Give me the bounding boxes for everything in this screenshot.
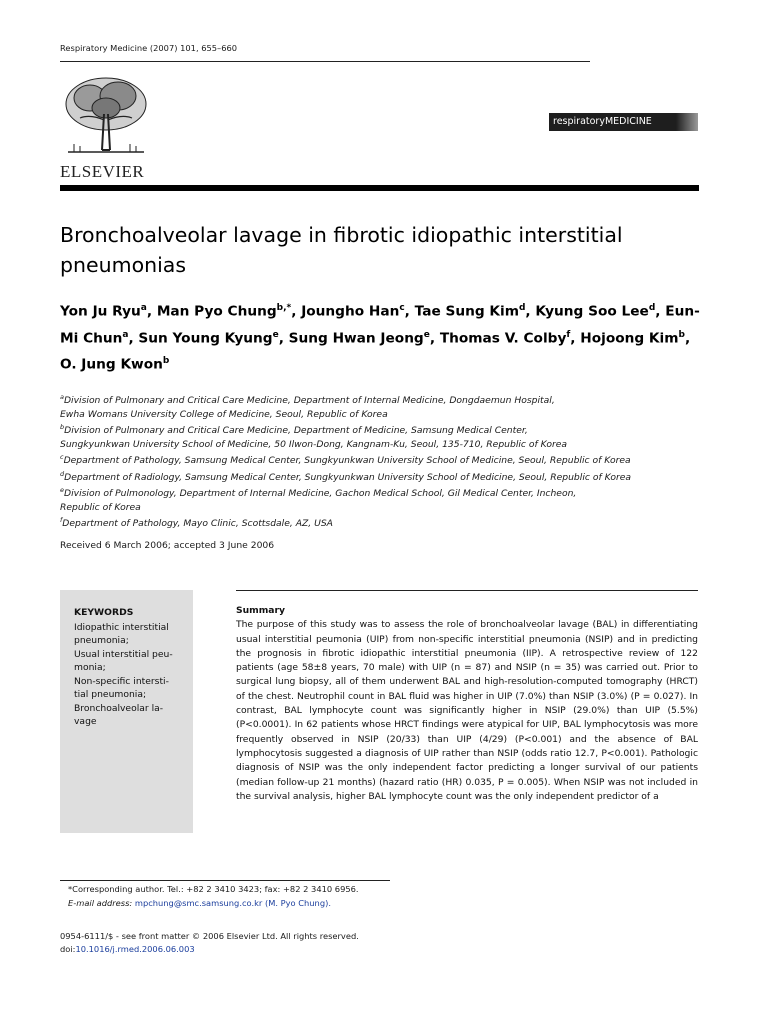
journal-badge	[549, 113, 698, 131]
author-affiliation-mark: d	[648, 303, 656, 313]
masthead-rule	[60, 185, 699, 191]
author-name: Kyung Soo Lee	[535, 303, 649, 320]
affiliation-key: c	[60, 453, 64, 462]
author-list: Yon Ju Ryu$^a$, Man Pyo Chung$^{b,*}$, Joungho Han$^c$, Tae Sung Kim$^d$, Kyung Soo Lee$^d$, Eun-Mi Chun$^a$, Sun Young Kyung$^e$, Sung Hwan Jeong$^e$, Thomas V. Colby$^f$, Hojoong Kim$^b$, O. Jung Kwon$^b$	[60, 303, 700, 373]
article-title: Bronchoalveolar lavage in fibrotic idiopathic interstitial pneumonias	[60, 223, 623, 277]
affiliation-line: Republic of Korea	[60, 501, 141, 513]
doi-link[interactable]: 10.1016/j.rmed.2006.06.003	[75, 944, 195, 954]
summary-section	[236, 604, 698, 804]
summary-heading: Summary	[236, 605, 286, 616]
author-name: Yon Ju Ryu	[60, 303, 141, 320]
affiliation-line: $^c$Department of Pathology, Samsung Medical Center, Sungkyunkwan University School of Medicine, Seoul, Republic of Korea	[60, 453, 631, 467]
journal-badge-text: respiratoryMEDICINE	[553, 116, 652, 127]
email-name: (M. Pyo Chung).	[264, 897, 331, 908]
header-rule	[60, 61, 590, 62]
keywords-box	[60, 590, 193, 833]
affiliations	[60, 391, 720, 531]
affiliation-line: Ewha Womans University College of Medicine, Seoul, Republic of Korea	[60, 408, 388, 420]
author-affiliation-mark: b	[162, 356, 170, 367]
author-affiliation-mark: b	[678, 329, 685, 340]
footnote-rule	[60, 880, 390, 881]
affiliation-line: $^e$Division of Pulmonology, Department of Internal Medicine, Gachon Medical School, Gil Medical Center, Incheon,	[60, 486, 577, 500]
publisher-name: ELSEVIER	[60, 162, 145, 181]
keyword-line: monia;	[74, 662, 106, 673]
affiliation-line: Sungkyunkwan University School of Medicine, 50 Ilwon-Dong, Kangnam-Ku, Seoul, 135-710, Republic of Korea	[60, 438, 568, 450]
corresponding-footnote	[68, 883, 359, 910]
author-name: Sung Hwan Jeong	[288, 330, 424, 347]
keyword-line: Bronchoalveolar la-	[74, 702, 164, 714]
email-line	[68, 897, 359, 911]
affiliation-line: $^b$Division of Pulmonary and Critical Care Medicine, Department of Medicine, Samsung Medical Center,	[60, 423, 528, 437]
summary-rule	[236, 590, 698, 591]
affiliation-key: e	[60, 486, 64, 495]
keywords-list	[74, 621, 193, 729]
email-label: E-mail address:	[68, 897, 133, 908]
author-affiliation-mark: c	[399, 303, 405, 313]
author-name: Hojoong Kim	[580, 330, 679, 347]
elsevier-tree-icon	[60, 74, 152, 158]
summary-text: The purpose of this study was to assess the role of bronchoalveolar lavage (BAL) in differentiating usual interstitial peumonia (UIP) from non-specific interstitial pneumonia (NSIP) and in predicting the prognosis in fibrotic idiopathic interstitial pneumonia (IIP). A retrospective review of 122 patients (age 58±8 years, 70 male) with UIP (n = 87) and NSIP (n = 35) was carried out. Prior to surgical lung biopsy, all of them underwent BAL and high-resolution-computed tomography (HRCT) of the chest. Neutrophil count in BAL fluid was higher in UIP (7.0%) than NSIP (3.0%) (P = 0.027). In contrast, BAL lymphocyte count was significantly higher in NSIP (29.0%) than UIP (5.5%) (P<0.0001). In 62 patients whose HRCT findings were atypical for UIP, BAL lymphocytosis was more frequently observed in NSIP (20/33) than UIP (4/29) (P<0.001) and the absence of BAL lymphocytosis suggested a diagnosis of UIP rather than NSIP (odds ratio 12.7, P<0.001). Pathologic diagnosis of NSIP was the only independent factor predicting a longer survival of our patients (median follow-up 21 months) (hazard ratio (HR) 0.035, P = 0.005). When NSIP was not included in the survival analysis, higher BAL lymphocyte count was the only independent predictor of a	[236, 619, 698, 802]
keywords-heading: KEYWORDS	[74, 607, 134, 618]
author-affiliation-mark: f	[566, 329, 571, 340]
author-affiliation-mark: e	[423, 329, 430, 340]
keyword-line: Idiopathic interstitial	[74, 621, 169, 633]
received-dates: Received 6 March 2006; accepted 3 June 2006	[60, 540, 275, 551]
doi-label: doi:	[60, 944, 76, 954]
keyword-line: vage	[74, 716, 97, 727]
author-name: Sun Young Kyung	[138, 330, 273, 347]
keyword-line: pneumonia;	[74, 635, 129, 646]
keyword-line: Usual interstitial peu-	[74, 648, 173, 660]
affiliation-line: $^a$Division of Pulmonary and Critical Care Medicine, Department of Internal Medicine, Dongdaemun Hospital,	[60, 393, 555, 407]
author-name: Man Pyo Chung	[156, 303, 277, 320]
author-name: Thomas V. Colby	[439, 330, 567, 347]
keyword-line: tial pneumonia;	[74, 689, 147, 700]
author-affiliation-mark: b,*	[276, 303, 292, 313]
keyword-line: Non-specific intersti-	[74, 675, 169, 687]
author-affiliation-mark: a	[122, 329, 129, 340]
affiliation-line: $^f$Department of Pathology, Mayo Clinic, Scottsdale, AZ, USA	[60, 516, 333, 530]
doi-line	[60, 943, 359, 956]
issn-copyright: 0954-6111/$ - see front matter © 2006 Elsevier Ltd. All rights reserved.	[60, 931, 359, 941]
author-name: Tae Sung Kim	[414, 303, 519, 320]
author-affiliation-mark: e	[272, 329, 279, 340]
journal-badge-gradient	[676, 113, 698, 131]
email-link[interactable]: mpchung@smc.samsung.co.kr	[134, 897, 263, 908]
affiliation-key: d	[60, 469, 65, 478]
author-name: Eun-Mi Chun	[60, 303, 700, 347]
author-name: Joungho Han	[301, 303, 400, 320]
affiliation-line: $^d$Department of Radiology, Samsung Medical Center, Sungkyunkwan University School of Medicine, Seoul, Republic of Korea	[60, 469, 631, 483]
copyright-block	[60, 930, 359, 956]
affiliation-key: f	[60, 516, 63, 525]
publisher-logo	[60, 74, 160, 182]
author-name: O. Jung Kwon	[60, 356, 163, 373]
affiliation-key: b	[60, 423, 65, 432]
affiliation-key: a	[60, 393, 64, 401]
author-affiliation-mark: a	[140, 303, 147, 313]
corresponding-author: *Corresponding author. Tel.: +82 2 3410 3423; fax: +82 2 3410 6956.	[68, 884, 359, 894]
author-affiliation-mark: d	[518, 303, 526, 313]
journal-citation: Respiratory Medicine (2007) 101, 655–660	[60, 43, 238, 53]
